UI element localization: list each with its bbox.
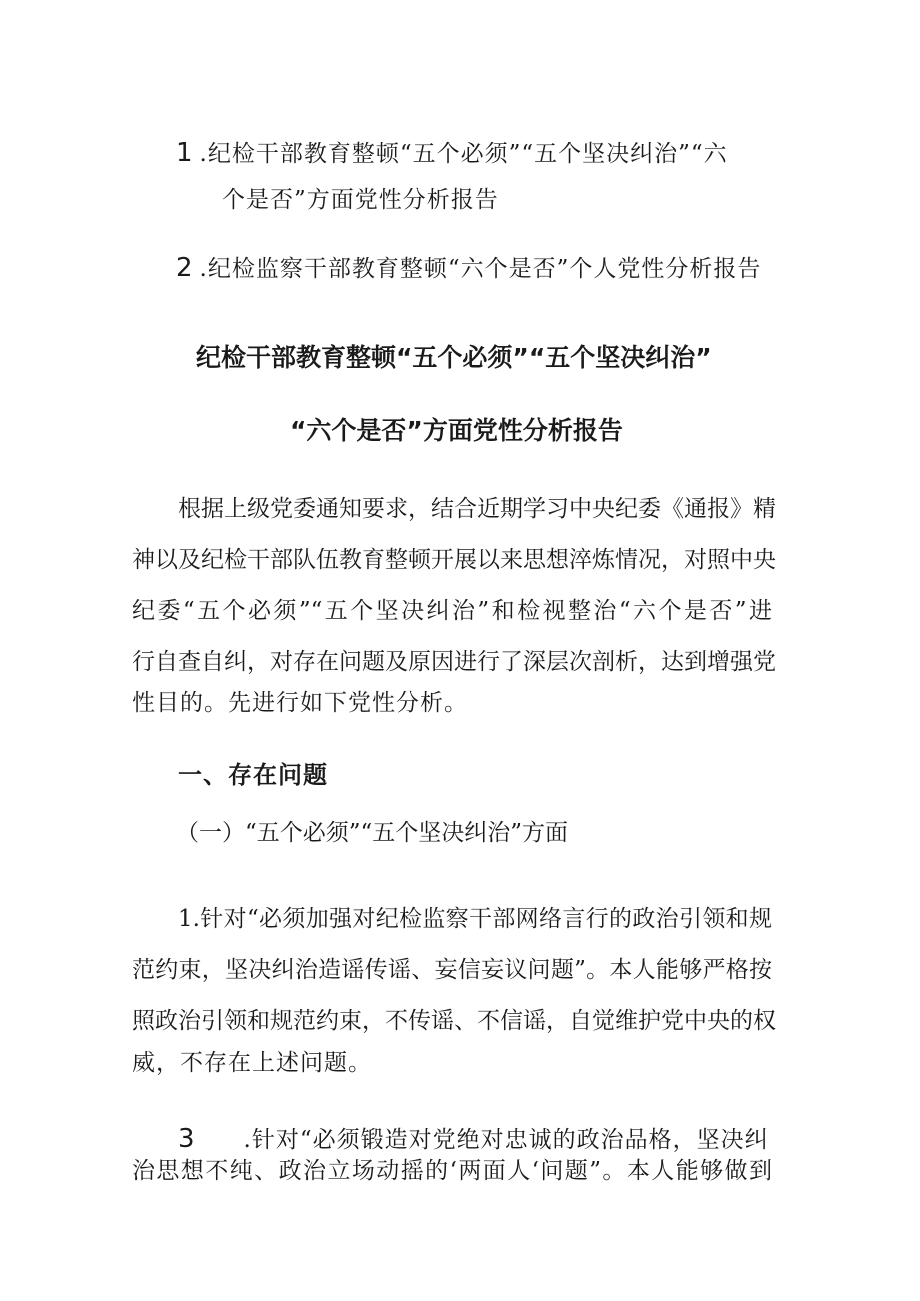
- report-title-line-2: “六个是否”方面党性分析报告: [290, 416, 623, 445]
- point-1-line-2: 范约束，坚决纠治造谣传谣、妄信妄议问题”。本人能够严格按: [132, 957, 772, 983]
- intro-line-5: 性目的。先进行如下党性分析。: [132, 690, 468, 716]
- point-3-line-1: [178, 1124, 769, 1155]
- toc-item-1-continued: 个是否”方面党性分析报告: [222, 187, 499, 213]
- section-heading-problems: 一、存在问题: [178, 761, 328, 789]
- point-1-line-1: 1.针对“必须加强对纪检监察干部网络言行的政治引领和规: [178, 906, 772, 932]
- intro-line-1: 根据上级党委通知要求，结合近期学习中央纪委《通报》精: [178, 496, 776, 522]
- toc-item-1-number: 1: [176, 138, 194, 168]
- subsection-heading-1: （一）“五个必须”“五个坚决纠治”方面: [176, 820, 569, 846]
- toc-item-2-number: 2: [176, 253, 194, 283]
- point-3-text: .针对“必须锻造对党绝对忠诚的政治品格，坚决纠: [243, 1127, 769, 1153]
- report-title-line-1: 纪检干部教育整顿“五个必须”“五个坚决纠治”: [196, 343, 712, 372]
- intro-line-4: 行自查自纠，对存在问题及原因进行了深层次剖析，达到增强党: [132, 649, 776, 675]
- point-1-line-3: 照政治引领和规范约束，不传谣、不信谣，自觉维护党中央的权: [132, 1008, 776, 1034]
- point-3-line-2: 治思想不纯、政治立场动摇的‘两面人‘问题”。本人能够做到: [132, 1158, 772, 1184]
- point-1-line-4: 威，不存在上述问题。: [132, 1050, 372, 1076]
- toc-item-2-text: .纪检监察干部教育整顿“六个是否”个人党性分析报告: [199, 256, 762, 282]
- intro-line-3: 纪委“五个必须”“五个坚决纠治”和检视整治“六个是否”进: [132, 598, 772, 624]
- intro-line-2: 神以及纪检干部队伍教育整顿开展以来思想淬炼情况，对照中央: [132, 547, 776, 573]
- toc-item-1: [176, 138, 728, 169]
- toc-item-1-text: .纪检干部教育整顿“五个必须”“五个坚决纠治”“六: [199, 141, 728, 167]
- point-3-number: 3: [178, 1124, 196, 1154]
- toc-item-2: [176, 253, 761, 284]
